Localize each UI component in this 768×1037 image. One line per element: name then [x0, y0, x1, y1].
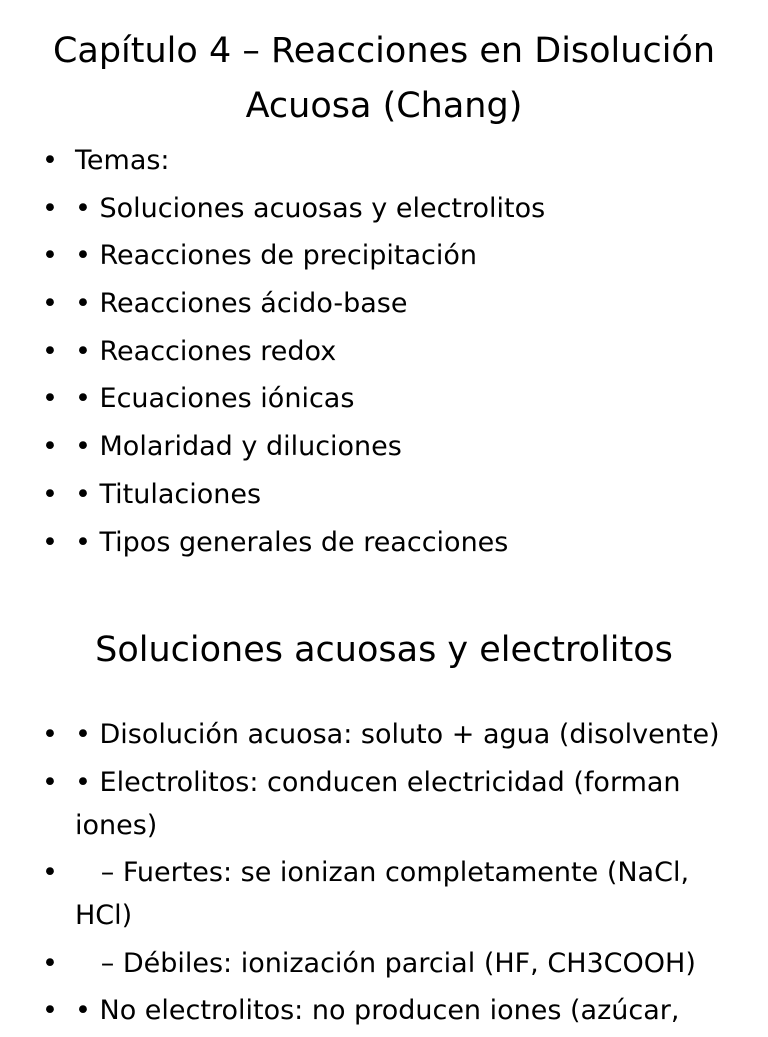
list-item — [0, 473, 768, 516]
list-item — [0, 851, 768, 937]
section-heading: Soluciones acuosas y electrolitos — [95, 630, 673, 670]
list-item-text: • Soluciones acuosas y electrolitos — [75, 192, 546, 224]
list-item-text: • Disolución acuosa: soluto + agua (disolvente) — [75, 719, 720, 750]
list-item — [0, 761, 768, 847]
bullet-icon: • — [42, 288, 58, 320]
list-item-text: • Molaridad y diluciones — [75, 431, 402, 463]
bullet-icon: • — [42, 857, 58, 888]
bullet-icon: • — [42, 526, 58, 558]
bullet-icon: • — [42, 335, 58, 367]
bullet-icon: • — [42, 478, 58, 510]
list-item — [0, 713, 768, 756]
list-item-text: – Débiles: ionización parcial (HF, CH3COOH) — [75, 947, 696, 979]
list-item-text: • Reacciones de precipitación — [75, 240, 477, 272]
list-item — [0, 187, 768, 230]
topics-list — [0, 139, 768, 568]
list-item — [0, 425, 768, 468]
bullet-icon: • — [42, 145, 58, 176]
list-item — [0, 989, 768, 1032]
bullet-icon: • — [42, 431, 58, 463]
list-item-text: • Reacciones redox — [75, 335, 337, 367]
list-item-text: – Fuertes: se ionizan completamente (NaCl, HCl) — [75, 857, 698, 931]
bullet-icon: • — [42, 995, 58, 1026]
bullet-icon: • — [42, 766, 58, 798]
list-item-text: • Reacciones ácido-base — [75, 288, 408, 320]
list-item — [0, 942, 768, 985]
list-item-text: • Tipos generales de reacciones — [75, 526, 509, 558]
slide-title: Capítulo 4 – Reacciones en Disolución Acuosa (Chang) — [52, 31, 716, 126]
list-item-text: • Titulaciones — [75, 478, 262, 510]
list-item-text: • Electrolitos: conducen electricidad (forman iones) — [75, 766, 681, 841]
bullet-icon: • — [42, 192, 58, 224]
list-item — [0, 139, 768, 182]
list-item-text: • Ecuaciones iónicas — [75, 383, 355, 415]
electrolytes-list — [0, 713, 768, 1037]
bullet-icon: • — [42, 240, 58, 272]
list-item — [0, 330, 768, 373]
list-item — [0, 521, 768, 564]
bullet-icon: • — [42, 719, 58, 750]
list-item — [0, 377, 768, 420]
bullet-icon: • — [42, 947, 58, 979]
list-item-text: • No electrolitos: no producen iones (azúcar, — [75, 995, 680, 1026]
bullet-icon: • — [42, 383, 58, 415]
list-item — [0, 234, 768, 277]
list-item-text: Temas: — [75, 145, 170, 176]
list-item — [0, 282, 768, 325]
